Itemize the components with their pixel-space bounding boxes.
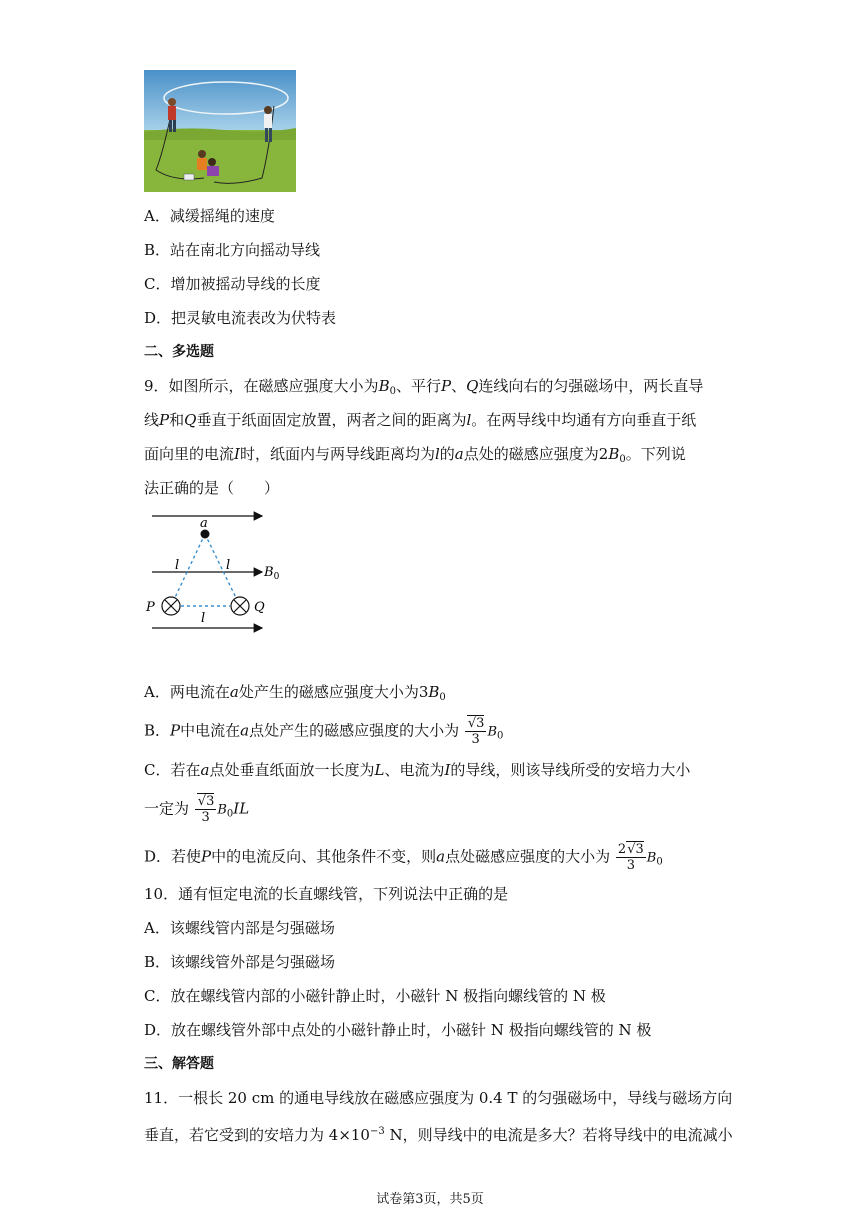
q9-option-c-line1: C．若在a点处垂直纸面放一长度为L、电流为I的导线，则该导线所受的安培力大小 <box>144 761 691 779</box>
q8-option-a: A．减缓摇绳的速度 <box>144 207 275 225</box>
dashed-side-right <box>205 534 240 606</box>
wire-q <box>231 597 249 615</box>
fraction-sqrt3-over-3: $\frac{√3}{3}$ <box>465 716 487 747</box>
magnetic-field-figure <box>144 508 284 638</box>
label-l-right: l <box>226 558 231 573</box>
q11-line1: 11．一根长 20 cm 的通电导线放在磁感应强度为 0.4 T 的匀强磁场中，导线与磁场方向 <box>144 1089 733 1107</box>
fraction-2sqrt3-over-3: $\frac{2√3}{3}$ <box>617 842 644 873</box>
label-l-bottom: l <box>201 611 206 626</box>
q8-option-d: D．把灵敏电流表改为伏特表 <box>144 309 337 327</box>
q10-option-b: B．该螺线管外部是匀强磁场 <box>144 953 336 971</box>
q9-option-c-line2: 一定为 $\frac{√3}{3}$ $B_0IL$ <box>144 794 250 825</box>
wire-swinging-photo <box>144 70 296 192</box>
q9-stem-line3: 面向里的电流I时，纸面内与两导线距离均为l的a点处的磁感应强度为$2B_0$。下列说 <box>144 445 686 465</box>
q9-stem-line1: 9．如图所示，在磁感应强度大小为$B_0$、平行P、Q连线向右的匀强磁场中，两长直导 <box>144 377 704 397</box>
label-q: Q <box>254 600 265 615</box>
q10-option-d: D．放在螺线管外部中点处的小磁针静止时，小磁针 N 极指向螺线管的 N 极 <box>144 1021 652 1039</box>
q9-stem-line4: 法正确的是（ ） <box>144 479 280 497</box>
q8-option-c: C．增加被摇动导线的长度 <box>144 275 321 293</box>
fraction-sqrt3-over-3: $\frac{√3}{3}$ <box>195 794 217 825</box>
wire-p <box>162 597 180 615</box>
q8-option-b: B．站在南北方向摇动导线 <box>144 241 321 259</box>
label-b0: $B_0$ <box>264 565 280 582</box>
label-l-left: l <box>175 558 180 573</box>
q9-option-a: A．两电流在a处产生的磁感应强度大小为$3B_0$ <box>144 683 446 703</box>
q9-stem-line2: 线P和Q垂直于纸面固定放置，两者之间的距离为l。在两导线中均通有方向垂直于纸 <box>144 411 697 429</box>
q9-option-b: B．P中电流在a点处产生的磁感应强度的大小为 $\frac{√3}{3}$ $B_0$ <box>144 716 504 747</box>
q10-stem: 10．通有恒定电流的长直螺线管，下列说法中正确的是 <box>144 885 509 903</box>
q10-option-a: A．该螺线管内部是匀强磁场 <box>144 919 335 937</box>
section-answer-questions: 三、解答题 <box>144 1056 214 1072</box>
section-multiple-choice: 二、多选题 <box>144 344 214 360</box>
label-a: a <box>200 516 208 531</box>
q11-line2: 垂直，若它受到的安培力为 $4\times 10^{-3}$ N，则导线中的电流是多大？若将导线中的电流减小 <box>144 1126 733 1144</box>
q9-option-d: D．若使P中的电流反向、其他条件不变，则a点处磁感应强度的大小为 $\frac{2√3}{3}$ $B_0$ <box>144 842 663 873</box>
page-footer: 试卷第3页，共5页 <box>376 1192 484 1207</box>
q10-option-c: C．放在螺线管内部的小磁针静止时，小磁针 N 极指向螺线管的 N 极 <box>144 987 606 1005</box>
label-p: P <box>146 600 155 615</box>
